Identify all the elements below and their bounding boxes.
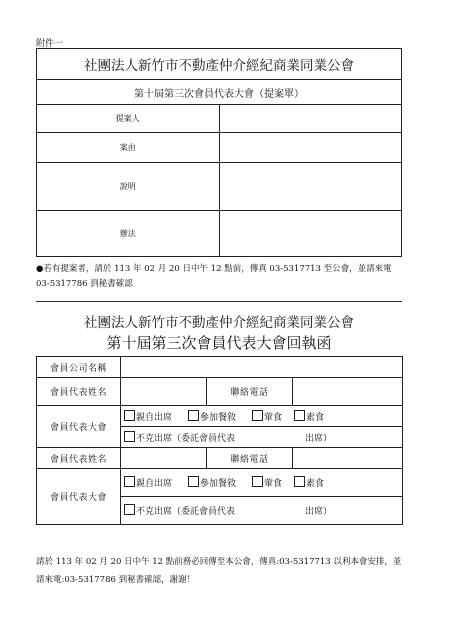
absence-option-1 <box>121 427 403 448</box>
attend-label: 親自出席 <box>136 479 173 489</box>
contact-phone-label-2: 聯絡電話 <box>207 448 293 469</box>
attendance-options-1 <box>121 406 403 427</box>
absent-end-label: 出席） <box>305 433 333 444</box>
meat-checkbox-2[interactable] <box>252 476 263 487</box>
attachment-label: 附件一 <box>36 39 64 49</box>
dinner-label: 參加餐敘 <box>200 412 237 423</box>
rep-name-label-1: 會員代表姓名 <box>37 378 121 406</box>
meat-label: 葷食 <box>264 479 283 489</box>
rep-name-field-1[interactable] <box>121 378 207 406</box>
company-name-field[interactable] <box>121 357 403 378</box>
attendance-options-2 <box>121 469 403 497</box>
absent-label: 不克出席（委託會員代表 <box>136 507 236 517</box>
footer-note: 請於 113 年 02 月 20 日中午 12 點前務必回傳至本公會，傳真:03-5317713 以利本會安排，並請來電:03-5317786 到秘書確認，謝謝！ <box>36 557 402 585</box>
subject-label: 案由 <box>37 133 220 163</box>
rep-meeting-label-1: 會員代表大會 <box>37 406 121 448</box>
contact-phone-field-1[interactable] <box>293 378 403 406</box>
absent-checkbox-1[interactable] <box>124 431 135 442</box>
absent-end-label: 出席） <box>305 507 333 517</box>
veg-label: 素食 <box>306 412 325 423</box>
subject-field[interactable] <box>219 133 402 163</box>
meat-checkbox-1[interactable] <box>252 410 263 421</box>
veg-checkbox-2[interactable] <box>294 476 305 487</box>
proposal-meeting-title: 第十屆第三次會員代表大會（提案單） <box>37 80 402 105</box>
proposal-form <box>36 48 402 257</box>
rep-name-field-2[interactable] <box>121 448 207 469</box>
veg-label: 素食 <box>306 479 325 489</box>
dinner-label: 參加餐敘 <box>200 479 237 489</box>
proposal-note: ●若有提案者，請於 113 年 02 月 20 日中午 12 點前，傳真 03-5317713 至公會，並請來電 03-5317786 到秘書確認 <box>36 264 392 289</box>
attend-checkbox-1[interactable] <box>124 410 135 421</box>
dinner-checkbox-2[interactable] <box>188 476 199 487</box>
attend-checkbox-2[interactable] <box>124 476 135 487</box>
reply-form-title: 第十屆第三次會員代表大會回執函 <box>106 334 332 352</box>
company-name-label: 會員公司名稱 <box>37 357 121 378</box>
method-label: 辦法 <box>37 211 220 257</box>
contact-phone-label-1: 聯絡電話 <box>207 378 293 406</box>
reply-form <box>36 356 403 525</box>
rep-name-label-2: 會員代表姓名 <box>37 448 121 469</box>
attend-label: 親自出席 <box>136 412 173 423</box>
method-field[interactable] <box>219 211 402 257</box>
absent-checkbox-2[interactable] <box>124 504 135 515</box>
proposal-org-title: 社團法人新竹市不動產仲介經紀商業同業公會 <box>37 49 402 80</box>
meat-label: 葷食 <box>264 412 283 423</box>
explanation-label: 說明 <box>37 163 220 211</box>
absent-label: 不克出席（委託會員代表 <box>136 433 236 444</box>
veg-checkbox-1[interactable] <box>294 410 305 421</box>
proposer-field[interactable] <box>219 105 402 133</box>
rep-meeting-label-2: 會員代表大會 <box>37 469 121 525</box>
proposer-label: 提案人 <box>37 105 220 133</box>
explanation-field[interactable] <box>219 163 402 211</box>
absence-option-2 <box>121 497 403 525</box>
section-divider <box>36 301 402 302</box>
contact-phone-field-2[interactable] <box>293 448 403 469</box>
reply-org-title: 社團法人新竹市不動產仲介經紀商業同業公會 <box>84 315 354 331</box>
dinner-checkbox-1[interactable] <box>188 410 199 421</box>
